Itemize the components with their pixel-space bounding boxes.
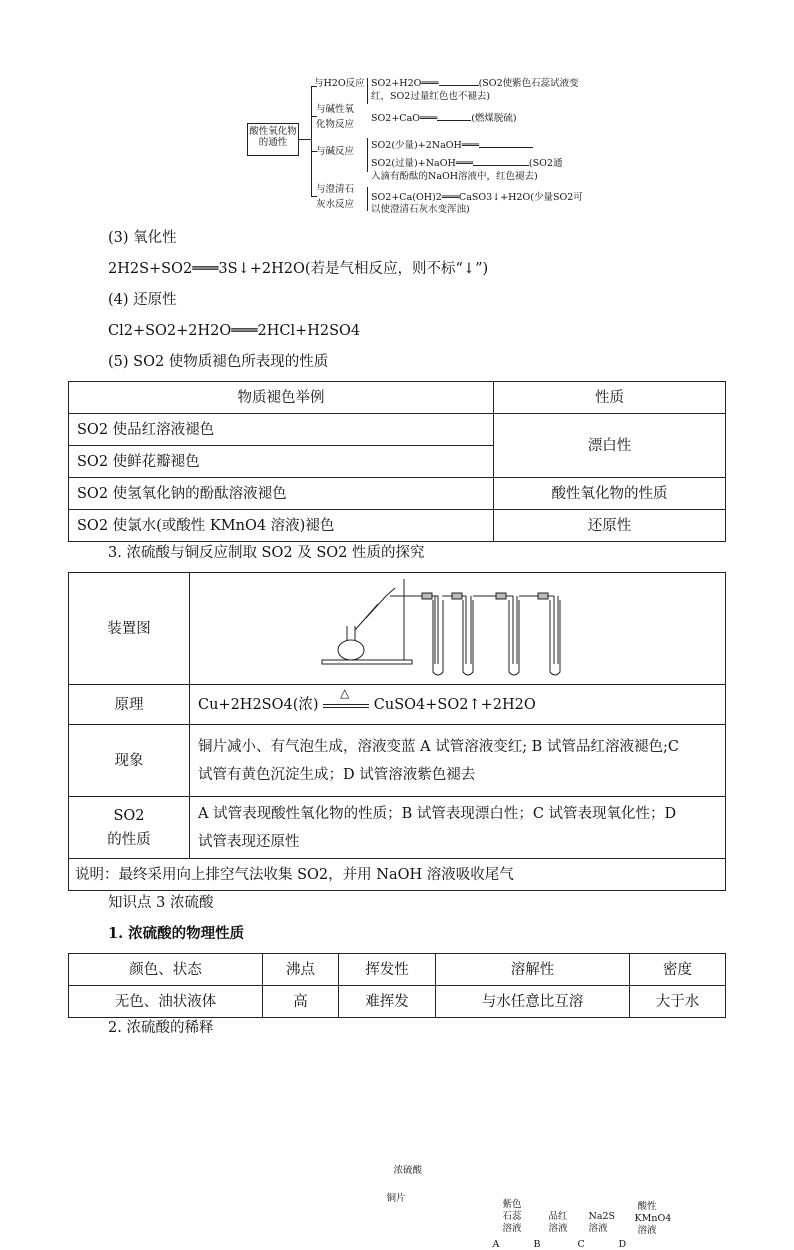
branch-label: 灰水反应 [316, 199, 355, 210]
branch-label: 与澄清石 [316, 184, 355, 195]
branch-label: 与H2O反应 [314, 78, 365, 89]
table-cell: 大于水 [630, 986, 726, 1018]
table-header: 颜色、状态 [69, 954, 263, 986]
physical-properties-table [68, 953, 726, 1018]
table-cell: 难挥发 [339, 986, 436, 1018]
branch-label: 与碱性氧 [316, 104, 355, 115]
connector [367, 78, 368, 104]
principle-reactants: Cu+2H2SO4(浓) [198, 696, 319, 713]
property-line: A 试管表现酸性氧化物的性质；B 试管表现漂白性；C 试管表现氧化性；D [198, 805, 677, 822]
phenomenon-line: 试管有黄色沉淀生成；D 试管溶液紫色褪去 [198, 766, 476, 783]
table-cell: 高 [263, 986, 339, 1018]
connector [311, 196, 317, 197]
branch-text: SO2+Ca(OH)2═══CaSO3↓+H2O(少量SO2可 [371, 192, 583, 203]
branch-text: 以使澄清石灰水变浑浊) [371, 204, 470, 215]
phenomenon-label: 现象 [69, 725, 190, 797]
diagram-label-a: 石蕊 [502, 1210, 522, 1222]
diagram-label-copper: 铜片 [386, 1192, 406, 1204]
table-header: 密度 [630, 954, 726, 986]
table-cell: 酸性氧化物的性质 [494, 478, 726, 510]
apparatus-label: 装置图 [69, 573, 190, 685]
diagram-label-a: 溶液 [502, 1222, 522, 1234]
concept-map-center-label: 酸性氧化物的通性 [249, 126, 297, 148]
subsection-physical-properties: 1. 浓硫酸的物理性质 [108, 925, 245, 942]
principle-label: 原理 [69, 685, 190, 725]
property-cell [190, 797, 726, 859]
branch-text: 入滴有酚酞的NaOH溶液中，红色褪去) [371, 171, 538, 182]
table-header: 沸点 [263, 954, 339, 986]
branch-text: SO2(少量)+2NaOH═══ [371, 140, 533, 151]
table-cell: 漂白性 [494, 414, 726, 478]
diagram-label-c: Na2S [588, 1210, 616, 1222]
branch-label: 与碱反应 [316, 146, 355, 157]
apparatus-diagram [190, 574, 725, 684]
section-title-reducing: (4) 还原性 [108, 292, 177, 308]
diagram-label-b: 溶液 [548, 1222, 568, 1234]
principle-cell [190, 685, 726, 725]
diagram-label-d: 溶液 [637, 1224, 657, 1236]
connector [367, 138, 368, 172]
note-cell: 说明：最终采用向上排空气法收集 SO2，并用 NaOH 溶液吸收尾气 [69, 859, 726, 891]
equation-reducing: Cl2+SO2+2H2O═══2HCl+H2SO4 [108, 323, 361, 339]
table-header: 挥发性 [339, 954, 436, 986]
table-cell: 无色、油状液体 [69, 986, 263, 1018]
knowledge-point-heading: 知识点 3 浓硫酸 [108, 895, 214, 911]
property-label: SO2 的性质 [69, 797, 190, 859]
property-line: 试管表现还原性 [198, 833, 300, 850]
equation-oxidizing: 2H2S+SO2═══3S↓+2H2O(若是气相反应，则不标“↓”) [108, 261, 489, 277]
table-header: 溶解性 [436, 954, 630, 986]
phenomenon-cell [190, 725, 726, 797]
branch-text: SO2+H2O═══ (SO2使紫色石蕊试液变 [371, 78, 579, 89]
connector [299, 139, 311, 140]
diagram-letter: D [618, 1238, 627, 1250]
diagram-letter: B [533, 1238, 541, 1250]
connector [311, 116, 317, 117]
diagram-label-d: 酸性 [637, 1200, 657, 1212]
principle-products: CuSO4+SO2↑+2H2O [373, 696, 536, 713]
diagram-label-c: 溶液 [588, 1222, 608, 1234]
section-heading-3: 3. 浓硫酸与铜反应制取 SO2 及 SO2 性质的探究 [108, 545, 425, 561]
table-cell: SO2 使氢氧化钠的酚酞溶液褪色 [69, 478, 494, 510]
branch-text: SO2(过量)+NaOH═══ (SO2通 [371, 158, 563, 169]
phenomenon-line: 铜片减小、有气泡生成，溶液变蓝 A 试管溶液变红; B 试管品红溶液褪色;C [198, 738, 679, 755]
bleaching-table [68, 381, 726, 542]
table-cell: SO2 使氯水(或酸性 KMnO4 溶液)褪色 [69, 510, 494, 542]
table-cell: SO2 使鲜花瓣褪色 [69, 446, 494, 478]
table-cell: SO2 使品红溶液褪色 [69, 414, 494, 446]
section-title-bleaching: (5) SO2 使物质褪色所表现的性质 [108, 354, 329, 370]
connector [367, 187, 368, 211]
diagram-label-b: 品红 [548, 1210, 568, 1222]
heat-symbol: △ [340, 685, 350, 700]
diagram-letter: C [577, 1238, 585, 1250]
connector [311, 86, 312, 196]
diagram-letter: A [492, 1238, 500, 1250]
section-title-oxidizing: (3) 氧化性 [108, 230, 177, 246]
table-header: 性质 [494, 382, 726, 414]
table-header: 物质褪色举例 [69, 382, 494, 414]
branch-label: 化物反应 [316, 119, 355, 130]
reaction-condition [323, 685, 369, 715]
table-cell: 与水任意比互溶 [436, 986, 630, 1018]
diagram-label-d: KMnO4 [634, 1212, 672, 1224]
subsection-dilution: 2. 浓硫酸的稀释 [108, 1020, 214, 1036]
diagram-label-acid: 浓硫酸 [393, 1164, 423, 1176]
branch-text: 红，SO2过量红色也不褪去) [371, 91, 491, 102]
table-cell: 还原性 [494, 510, 726, 542]
diagram-label-a: 紫色 [502, 1198, 522, 1210]
branch-text: SO2+CaO═══ (燃煤脱硫) [371, 113, 517, 124]
